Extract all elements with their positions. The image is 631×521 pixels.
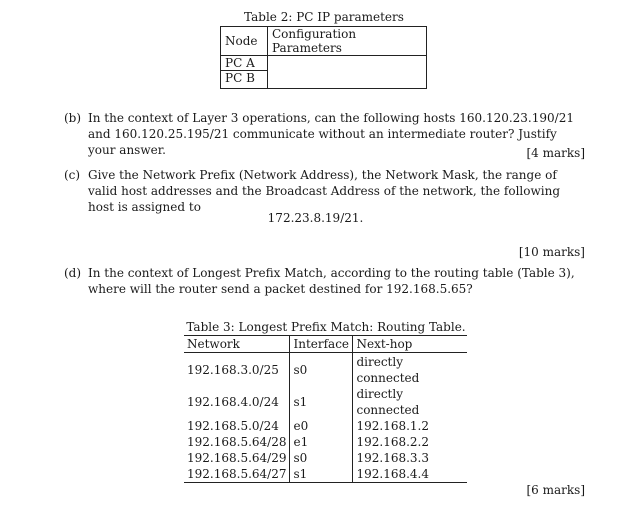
table3-cell-network: 192.168.5.64/27	[187, 467, 287, 481]
table3-routing-table	[184, 335, 467, 483]
table3-cell-interface: s0	[290, 353, 353, 387]
question-d-label: (d)	[64, 266, 82, 280]
table-row	[221, 56, 427, 71]
table3-caption: Table 3: Longest Prefix Match: Routing Table.	[186, 320, 466, 334]
question-c-marks: [10 marks]	[518, 245, 585, 259]
table3-cell-network: 192.168.3.0/25	[184, 353, 290, 387]
table-row	[184, 434, 467, 450]
table2-caption: Table 2: PC IP parameters	[244, 10, 404, 24]
table2-cell-node: PC A	[221, 56, 268, 71]
table2-cell-config	[268, 56, 427, 89]
table3-cell-interface: e1	[290, 434, 353, 450]
table3-cell-next-hop: directly connected	[353, 353, 468, 387]
table2-header-node: Node	[221, 27, 268, 56]
question-c-host: 172.23.8.19/21.	[267, 211, 364, 225]
question-c-label: (c)	[64, 168, 81, 182]
table2-header-row	[221, 27, 427, 56]
table3-cell-next-hop: 192.168.2.2	[356, 435, 429, 449]
table3-cell-network: 192.168.5.64/29	[187, 451, 287, 465]
table2-cell-node: PC B	[221, 71, 268, 89]
table3-cell-next-hop: 192.168.3.3	[356, 451, 429, 465]
question-b-label: (b)	[64, 111, 82, 125]
table3-header-row	[184, 336, 467, 353]
table3-cell-network: 192.168.5.64/28	[187, 435, 287, 449]
question-c-text: Give the Network Prefix (Network Address), the Network Mask, the range of valid host addresses and the Broadcast Address of the network, the following host is assigned to	[88, 168, 561, 214]
table3-header-interface: Interface	[290, 336, 353, 353]
table3-header-network: Network	[184, 336, 290, 353]
table3-cell-next-hop: 192.168.1.2	[356, 419, 429, 433]
table-row	[184, 353, 467, 387]
table3-cell-interface: e0	[290, 418, 353, 434]
table3-cell-next-hop: 192.168.4.4	[356, 467, 429, 481]
question-d-marks: [6 marks]	[526, 483, 585, 497]
table2-header-config: Configuration Parameters	[268, 27, 427, 56]
table3-cell-network: 192.168.4.0/24	[187, 395, 279, 409]
table-row	[184, 466, 467, 483]
table3-cell-interface: s0	[290, 450, 353, 466]
table-row	[184, 418, 467, 434]
table-row	[184, 386, 467, 418]
question-b-text: In the context of Layer 3 operations, can the following hosts 160.120.23.190/21 and 160.120.25.195/21 communicate without an intermediate router? Justify your answer.	[88, 111, 574, 157]
table3-cell-next-hop: directly connected	[356, 387, 420, 417]
table2-pc-ip-parameters	[220, 26, 427, 89]
question-d-text: In the context of Longest Prefix Match, according to the routing table (Table 3), where will the router send a packet destined for 192.168.5.65?	[88, 266, 575, 296]
table3-header-next-hop: Next-hop	[353, 336, 468, 353]
table3-cell-network: 192.168.5.0/24	[187, 419, 279, 433]
table3-cell-interface: s1	[290, 466, 353, 483]
table-row	[184, 450, 467, 466]
table3-cell-interface: s1	[290, 386, 353, 418]
question-b-marks: [4 marks]	[526, 146, 585, 160]
